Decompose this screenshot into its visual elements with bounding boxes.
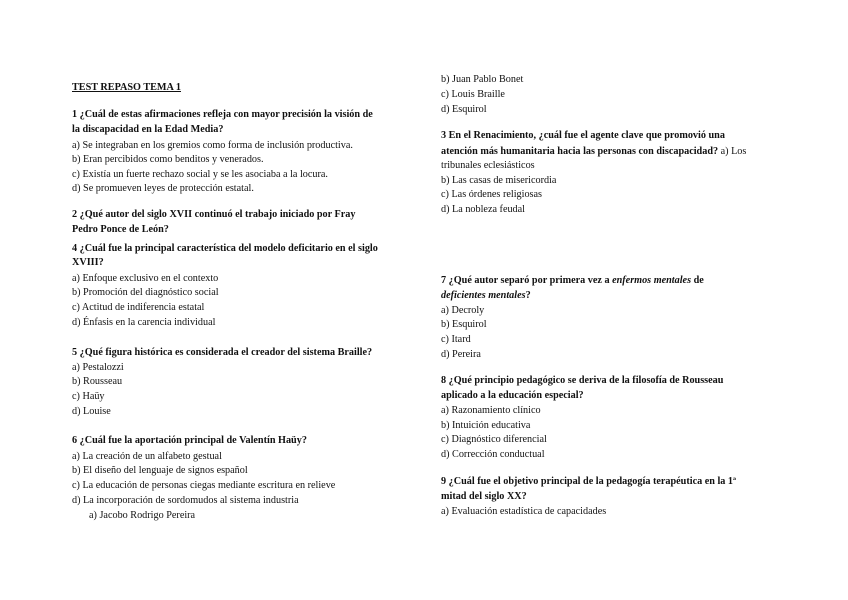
question-6-option-b: b) El diseño del lenguaje de signos español	[72, 465, 248, 476]
question-7-option-b: b) Esquirol	[441, 319, 487, 330]
question-7-text-cont-post: ?	[525, 290, 531, 301]
question-5-option-d: d) Louise	[72, 406, 111, 417]
question-6-option-c: c) La educación de personas ciegas mediante escritura en relieve	[72, 480, 336, 491]
question-6-text: 6 ¿Cuál fue la aportación principal de Valentín Haüy?	[72, 435, 307, 446]
question-3-option-b: b) Las casas de misericordia	[441, 175, 557, 186]
question-3-option-a-start: a) Los	[718, 146, 747, 157]
question-7-text-cont-italic: deficientes mentales	[441, 290, 526, 301]
question-8-option-a: a) Razonamiento clínico	[441, 405, 541, 416]
question-7-text-cont	[441, 289, 531, 303]
question-1-option-d: d) Se promueven leyes de protección estatal.	[72, 183, 254, 194]
question-7-option-c: c) Itard	[441, 334, 471, 345]
question-5-option-c: c) Haüy	[72, 391, 105, 402]
question-3-text-bold: atención más humanitaria hacia las personas con discapacidad?	[441, 146, 719, 157]
question-7-text-post: de	[691, 275, 704, 286]
question-3-option-d: d) La nobleza feudal	[441, 204, 526, 215]
question-6-option-a: a) La creación de un alfabeto gestual	[72, 451, 222, 462]
question-3-option-a: tribunales eclesiásticos	[441, 160, 535, 171]
question-1-text-cont: la discapacidad en la Edad Media?	[72, 124, 224, 135]
question-7-text-pre: 7 ¿Qué autor separó por primera vez a	[441, 275, 613, 286]
question-1-option-c: c) Existía un fuerte rechazo social y se les asociaba a la locura.	[72, 169, 328, 180]
question-8-text-cont: aplicado a la educación especial?	[441, 390, 584, 401]
question-4-option-a: a) Enfoque exclusivo en el contexto	[72, 273, 219, 284]
question-4-option-b: b) Promoción del diagnóstico social	[72, 287, 219, 298]
question-8-option-d: d) Corrección conductual	[441, 449, 545, 460]
question-8-option-b: b) Intuición educativa	[441, 420, 531, 431]
question-7-option-d: d) Pereira	[441, 349, 481, 360]
question-5-text: 5 ¿Qué figura histórica es considerada el creador del sistema Braille?	[72, 347, 373, 358]
question-9-text: 9 ¿Cuál fue el objetivo principal de la pedagogía terapéutica en la 1ª	[441, 476, 737, 487]
question-9-option-a: a) Evaluación estadística de capacidades	[441, 506, 607, 517]
question-2-text: 2 ¿Qué autor del siglo XVII continuó el trabajo iniciado por Fray	[72, 209, 356, 220]
question-5-option-b: b) Rousseau	[72, 376, 123, 387]
question-4-text-cont: XVIII?	[72, 257, 104, 268]
question-1-text: 1 ¿Cuál de estas afirmaciones refleja con mayor precisión la visión de	[72, 109, 373, 120]
question-2-option-c: c) Louis Braille	[441, 89, 505, 100]
question-3-option-c: c) Las órdenes religiosas	[441, 189, 542, 200]
question-8-option-c: c) Diagnóstico diferencial	[441, 434, 547, 445]
question-4-option-d: d) Énfasis en la carencia individual	[72, 317, 216, 328]
question-7-text	[441, 274, 704, 288]
question-9-text-cont: mitad del siglo XX?	[441, 491, 527, 502]
question-1-option-a: a) Se integraban en los gremios como forma de inclusión productiva.	[72, 140, 353, 151]
question-2-text-cont: Pedro Ponce de León?	[72, 224, 169, 235]
question-6-option-d: d) La incorporación de sordomudos al sistema industria	[72, 495, 299, 506]
question-5-option-a: a) Pestalozzi	[72, 362, 124, 373]
question-2-option-a: a) Jacobo Rodrigo Pereira	[89, 510, 196, 521]
question-3-text: 3 En el Renacimiento, ¿cuál fue el agente clave que promovió una	[441, 130, 725, 141]
question-2-option-b: b) Juan Pablo Bonet	[441, 74, 524, 85]
question-2-option-d: d) Esquirol	[441, 104, 487, 115]
page-title: TEST REPASO TEMA 1	[72, 82, 181, 93]
question-3-text-cont	[441, 145, 746, 159]
question-7-option-a: a) Decroly	[441, 305, 485, 316]
question-4-option-c: c) Actitud de indiferencia estatal	[72, 302, 205, 313]
question-7-text-italic: enfermos mentales	[612, 275, 692, 286]
question-1-option-b: b) Eran percibidos como benditos y venerados.	[72, 154, 264, 165]
question-4-text: 4 ¿Cuál fue la principal característica del modelo deficitario en el siglo	[72, 243, 378, 254]
question-8-text: 8 ¿Qué principio pedagógico se deriva de la filosofía de Rousseau	[441, 375, 724, 386]
